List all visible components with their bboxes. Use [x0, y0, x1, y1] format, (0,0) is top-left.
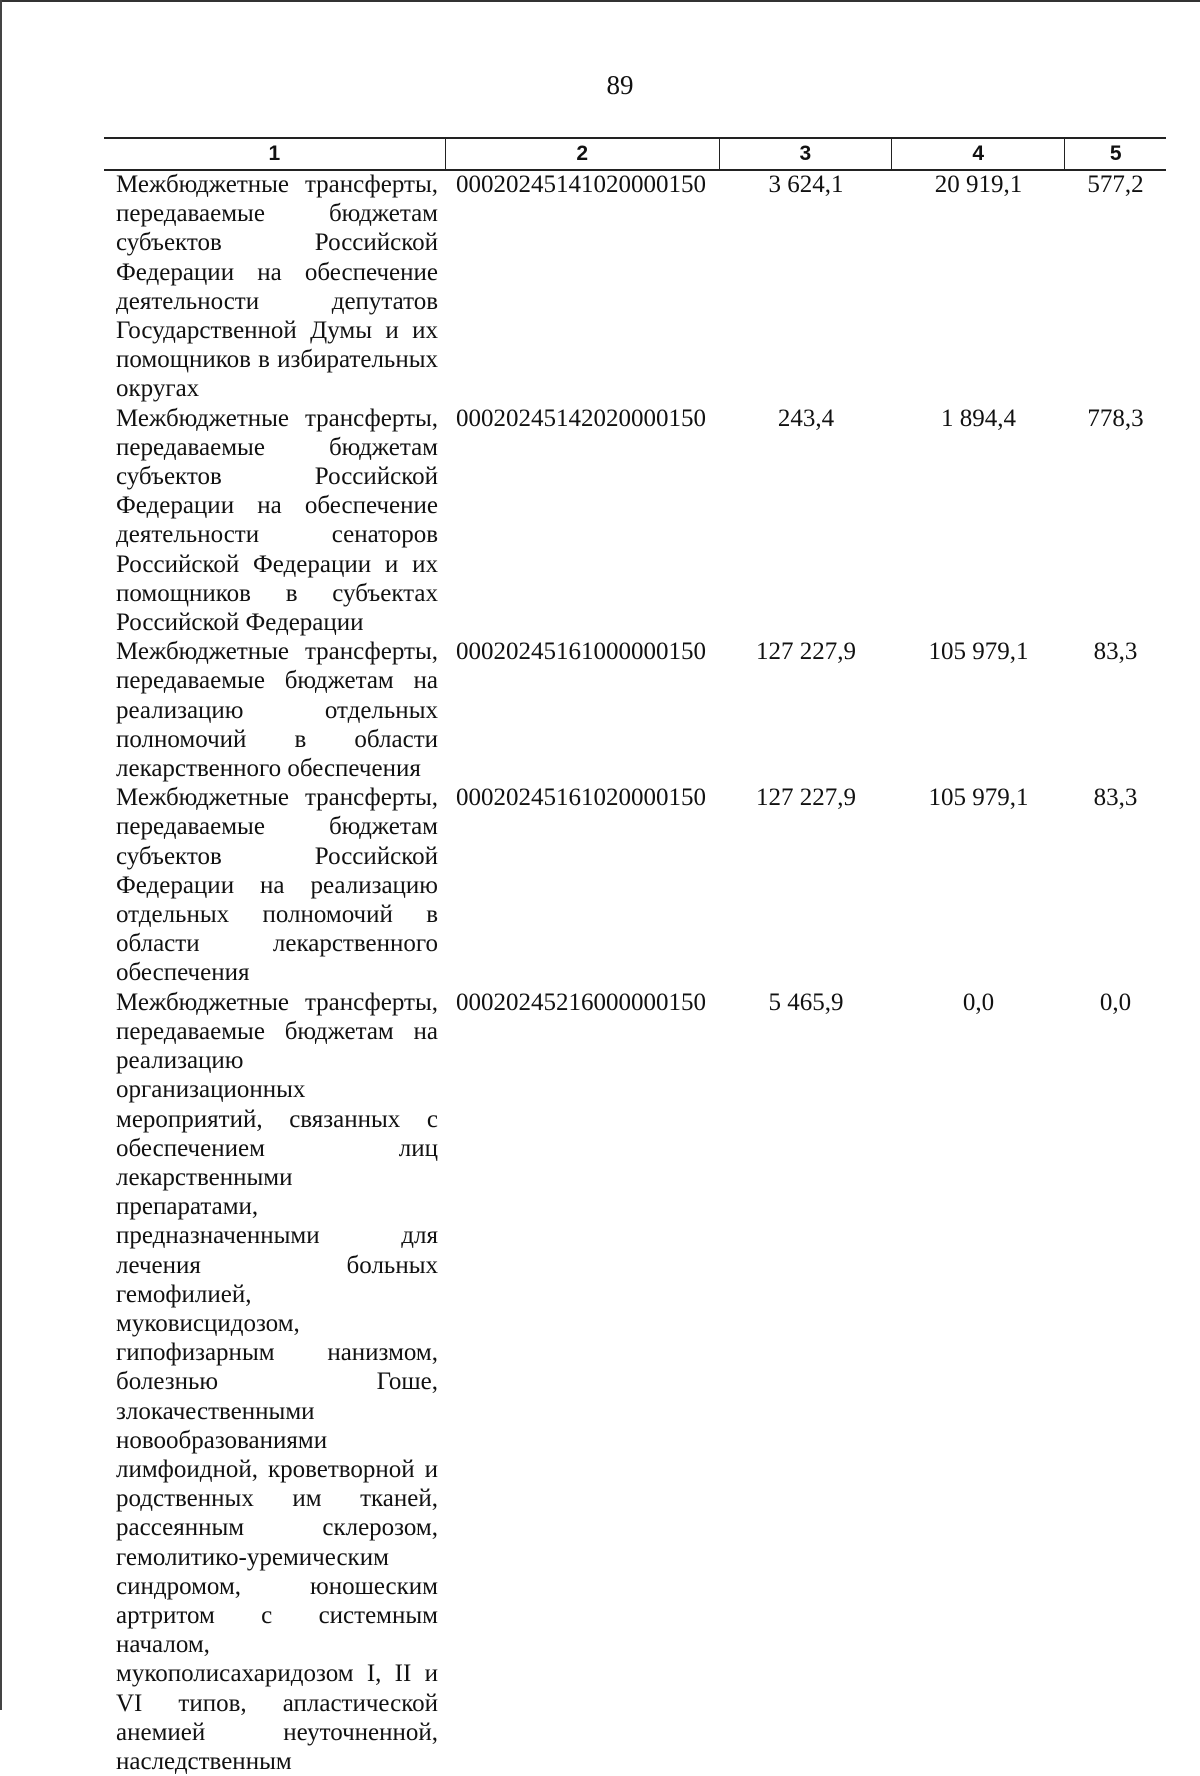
row-col4-value: 105 979,1: [928, 638, 1029, 666]
row-description: Межбюджетные трансферты, передаваемые бюджетам субъектов Российской Федерации на реализацию отдельных полномочий в области лекарственного обеспечения: [116, 784, 438, 987]
header-col-5: 5: [1109, 142, 1122, 165]
row-code: 00020245142020000150: [456, 404, 706, 432]
header-col-1: 1: [104, 139, 446, 169]
row-code: 00020245161000000150: [456, 638, 706, 666]
row-description: Межбюджетные трансферты, передаваемые бюджетам на реализацию организационных мероприятий, связанных с обеспечением лиц лекарственными препаратами, предназначенными для лечения больных гемофилией, муковисцидозом, гипофизарным нанизмом, болезнью Гоше, злокачественными новообразованиями лимфоидной, кроветворной и родственных им тканей, рассеянным склерозом, гемолитико-уремическим синдромом, юношеским артритом с системным началом, мукополисахаридозом I, II и VI типов, апластической анемией неуточненной, наследственным: [116, 988, 438, 1775]
table-row: [104, 783, 1166, 987]
row-col5-value: 577,2: [1087, 171, 1144, 198]
row-col3-value: 127 227,9: [756, 784, 856, 812]
row-col4-value: 1 894,4: [941, 404, 1016, 432]
page-number: 89: [606, 70, 634, 100]
table-row: [104, 170, 1166, 404]
table-header: [104, 137, 1166, 171]
row-col5-value: 83,3: [1093, 784, 1138, 812]
row-description: Межбюджетные трансферты, передаваемые бюджетам субъектов Российской Федерации на обеспечение деятельности сенаторов Российской Федерации и их помощников в субъектах Российской Федерации: [116, 404, 438, 637]
row-col4-value: 0,0: [962, 988, 995, 1016]
row-col3-value: 243,4: [777, 404, 835, 432]
header-col-4: 4: [892, 139, 1065, 169]
page-top-border: [0, 0, 1200, 2]
table-row: [104, 404, 1166, 638]
row-description: Межбюджетные трансферты, передаваемые бюджетам на реализацию отдельных полномочий в области лекарственного обеспечения: [116, 638, 438, 783]
row-col3-value: 3 624,1: [768, 171, 844, 198]
page-left-border: [0, 0, 2, 1710]
header-col-3: 3: [720, 139, 892, 169]
table-row: [104, 988, 1166, 1776]
row-col3-value: 5 465,9: [768, 988, 844, 1016]
row-code: 00020245141020000150: [456, 171, 706, 198]
row-col5-value: 83,3: [1093, 638, 1138, 666]
row-col5-value: 0,0: [1099, 988, 1132, 1016]
row-code: 00020245161020000150: [456, 784, 706, 812]
row-description: Межбюджетные трансферты, передаваемые бюджетам субъектов Российской Федерации на обеспечение деятельности депутатов Государственной Думы и их помощников в избирательных округах: [116, 171, 438, 403]
header-col-2: 2: [446, 139, 720, 169]
row-col4-value: 20 919,1: [934, 171, 1023, 198]
row-col5-value: 778,3: [1087, 404, 1144, 432]
table-row: [104, 637, 1166, 783]
row-col3-value: 127 227,9: [756, 638, 856, 666]
row-col4-value: 105 979,1: [928, 784, 1029, 812]
row-code: 00020245216000000150: [456, 988, 706, 1016]
table-body: [104, 170, 1166, 1776]
